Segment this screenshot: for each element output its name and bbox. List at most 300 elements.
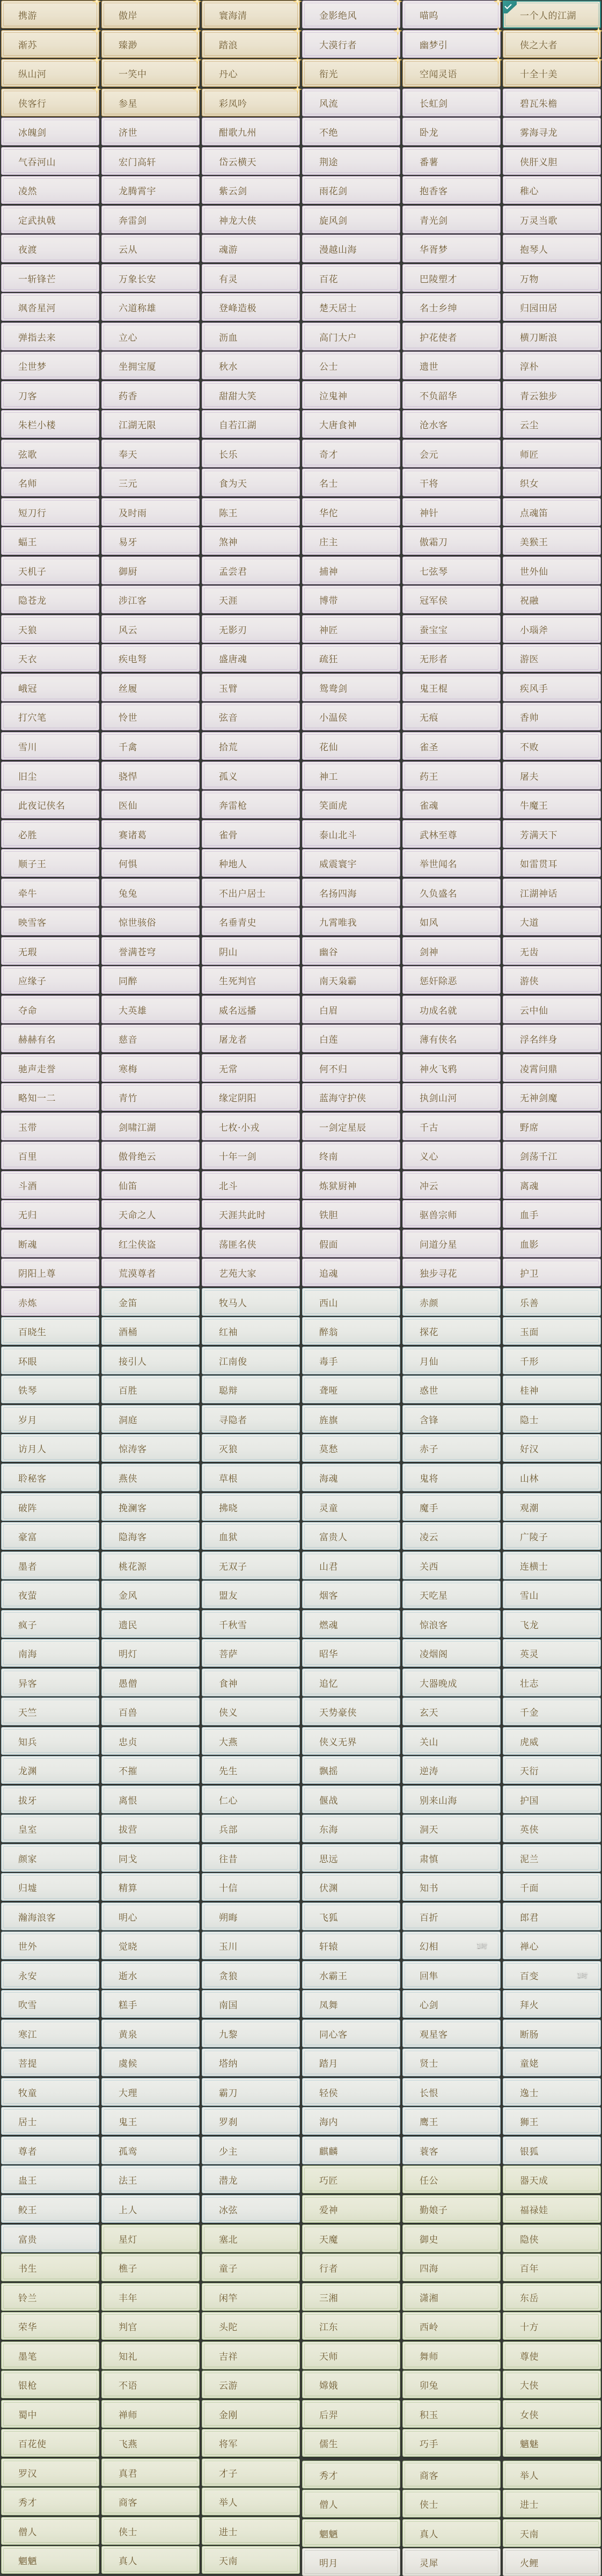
title-cell[interactable] bbox=[402, 293, 501, 321]
title-cell[interactable] bbox=[202, 674, 300, 701]
title-cell[interactable] bbox=[202, 89, 300, 116]
title-cell[interactable] bbox=[202, 2136, 300, 2164]
title-cell[interactable] bbox=[302, 820, 400, 848]
title-cell[interactable] bbox=[101, 557, 200, 584]
title-cell[interactable] bbox=[202, 2458, 300, 2486]
title-cell[interactable] bbox=[101, 2312, 200, 2340]
title-cell[interactable] bbox=[302, 2019, 400, 2047]
title-cell[interactable] bbox=[503, 1697, 601, 1725]
title-cell[interactable] bbox=[503, 2283, 601, 2311]
title-cell[interactable] bbox=[503, 469, 601, 496]
title-cell[interactable] bbox=[302, 1375, 400, 1403]
title-cell[interactable] bbox=[302, 1756, 400, 1784]
title-cell[interactable] bbox=[1, 2458, 99, 2486]
title-cell[interactable] bbox=[202, 1580, 300, 1608]
title-cell[interactable] bbox=[503, 879, 601, 906]
title-cell[interactable] bbox=[202, 235, 300, 262]
title-cell[interactable] bbox=[1, 879, 99, 906]
title-cell[interactable] bbox=[302, 1785, 400, 1813]
title-cell[interactable] bbox=[503, 1756, 601, 1784]
title-cell[interactable] bbox=[1, 2400, 99, 2428]
title-cell[interactable] bbox=[302, 1200, 400, 1228]
title-cell[interactable] bbox=[302, 235, 400, 262]
title-cell[interactable] bbox=[402, 323, 501, 350]
title-cell[interactable] bbox=[1, 118, 99, 145]
title-cell[interactable] bbox=[503, 702, 601, 730]
title-cell[interactable] bbox=[302, 1610, 400, 1638]
title-cell[interactable] bbox=[202, 2283, 300, 2311]
title-cell[interactable] bbox=[402, 1961, 501, 1989]
title-cell[interactable] bbox=[503, 820, 601, 848]
title-cell[interactable] bbox=[1, 1083, 99, 1111]
title-cell[interactable] bbox=[1, 2429, 99, 2457]
title-cell[interactable] bbox=[302, 644, 400, 672]
title-cell[interactable] bbox=[302, 1346, 400, 1374]
title-cell[interactable] bbox=[302, 1727, 400, 1755]
title-cell[interactable] bbox=[402, 352, 501, 379]
title-cell[interactable] bbox=[302, 1961, 400, 1989]
title-cell[interactable] bbox=[101, 732, 200, 760]
title-cell[interactable] bbox=[402, 2253, 501, 2281]
title-cell[interactable] bbox=[302, 2253, 400, 2281]
title-cell[interactable] bbox=[503, 2224, 601, 2252]
title-cell[interactable] bbox=[503, 2461, 601, 2489]
title-cell[interactable] bbox=[1, 702, 99, 730]
title-cell[interactable] bbox=[503, 2136, 601, 2164]
title-cell[interactable] bbox=[1, 1054, 99, 1082]
title-cell[interactable] bbox=[302, 1317, 400, 1345]
title-cell[interactable] bbox=[503, 235, 601, 262]
title-cell[interactable] bbox=[1, 2253, 99, 2281]
title-cell[interactable] bbox=[202, 118, 300, 145]
title-cell[interactable] bbox=[402, 849, 501, 877]
title-cell[interactable] bbox=[402, 206, 501, 233]
title-cell[interactable] bbox=[101, 1814, 200, 1842]
title-cell[interactable] bbox=[101, 937, 200, 965]
title-cell[interactable] bbox=[202, 323, 300, 350]
title-cell[interactable] bbox=[1, 615, 99, 643]
title-cell[interactable] bbox=[503, 1171, 601, 1199]
title-cell[interactable] bbox=[1, 527, 99, 555]
title-cell[interactable] bbox=[402, 879, 501, 906]
title-cell[interactable] bbox=[503, 674, 601, 701]
title-cell[interactable] bbox=[101, 1317, 200, 1345]
title-cell[interactable] bbox=[101, 1375, 200, 1403]
title-cell[interactable] bbox=[503, 966, 601, 994]
title-cell[interactable] bbox=[503, 1990, 601, 2018]
title-cell[interactable] bbox=[101, 820, 200, 848]
title-cell[interactable] bbox=[1, 996, 99, 1023]
title-cell[interactable] bbox=[302, 586, 400, 613]
title-cell[interactable] bbox=[503, 1580, 601, 1608]
title-cell[interactable] bbox=[302, 2107, 400, 2135]
title-cell[interactable] bbox=[101, 293, 200, 321]
title-cell[interactable] bbox=[101, 996, 200, 1023]
title-cell[interactable] bbox=[503, 2370, 601, 2398]
title-cell[interactable] bbox=[1, 59, 99, 87]
title-cell[interactable] bbox=[202, 1024, 300, 1052]
title-cell[interactable] bbox=[302, 2519, 400, 2547]
title-cell[interactable] bbox=[302, 2224, 400, 2252]
title-cell[interactable] bbox=[1, 89, 99, 116]
title-cell[interactable] bbox=[503, 2548, 601, 2576]
title-cell[interactable] bbox=[503, 1375, 601, 1403]
title-cell[interactable] bbox=[302, 1844, 400, 1872]
title-cell[interactable] bbox=[101, 1171, 200, 1199]
title-cell[interactable] bbox=[101, 702, 200, 730]
title-cell[interactable] bbox=[402, 1610, 501, 1638]
title-cell[interactable] bbox=[1, 1317, 99, 1345]
title-cell[interactable] bbox=[503, 176, 601, 204]
title-cell[interactable] bbox=[101, 908, 200, 935]
title-cell[interactable] bbox=[202, 702, 300, 730]
title-cell[interactable] bbox=[101, 2078, 200, 2106]
title-cell[interactable] bbox=[101, 352, 200, 379]
title-cell[interactable] bbox=[402, 1, 501, 28]
title-cell[interactable] bbox=[1, 352, 99, 379]
title-cell[interactable] bbox=[402, 118, 501, 145]
title-cell[interactable] bbox=[302, 674, 400, 701]
title-cell[interactable] bbox=[1, 1230, 99, 1257]
title-cell[interactable] bbox=[503, 2019, 601, 2047]
title-cell[interactable] bbox=[302, 1258, 400, 1286]
title-cell[interactable] bbox=[302, 527, 400, 555]
title-cell[interactable] bbox=[1, 1141, 99, 1169]
title-cell[interactable] bbox=[402, 381, 501, 409]
title-cell[interactable] bbox=[302, 879, 400, 906]
title-cell[interactable] bbox=[503, 59, 601, 87]
title-cell[interactable] bbox=[302, 2400, 400, 2428]
title-cell[interactable] bbox=[503, 89, 601, 116]
title-cell[interactable] bbox=[402, 2224, 501, 2252]
title-cell[interactable] bbox=[101, 1346, 200, 1374]
title-cell[interactable] bbox=[302, 937, 400, 965]
title-cell[interactable] bbox=[503, 440, 601, 467]
title-cell[interactable] bbox=[202, 1375, 300, 1403]
title-cell[interactable] bbox=[101, 2048, 200, 2076]
title-cell[interactable] bbox=[101, 440, 200, 467]
title-cell[interactable] bbox=[402, 1990, 501, 2018]
title-cell[interactable] bbox=[202, 1493, 300, 1521]
title-cell[interactable] bbox=[302, 2461, 400, 2489]
title-cell[interactable] bbox=[302, 410, 400, 438]
title-cell[interactable] bbox=[402, 30, 501, 58]
title-cell[interactable] bbox=[1, 1844, 99, 1872]
title-cell[interactable] bbox=[503, 937, 601, 965]
title-cell[interactable] bbox=[1, 557, 99, 584]
title-cell[interactable] bbox=[101, 1054, 200, 1082]
title-cell[interactable] bbox=[302, 1668, 400, 1696]
title-cell[interactable] bbox=[1, 2370, 99, 2398]
title-cell[interactable] bbox=[101, 1844, 200, 1872]
title-cell[interactable] bbox=[503, 1668, 601, 1696]
title-cell[interactable] bbox=[101, 1024, 200, 1052]
title-cell[interactable] bbox=[202, 176, 300, 204]
title-cell[interactable] bbox=[101, 2107, 200, 2135]
title-cell[interactable] bbox=[402, 469, 501, 496]
title-cell[interactable] bbox=[202, 908, 300, 935]
title-cell[interactable] bbox=[503, 2519, 601, 2547]
title-cell[interactable] bbox=[1, 2019, 99, 2047]
title-cell[interactable] bbox=[503, 2312, 601, 2340]
title-cell[interactable] bbox=[402, 2312, 501, 2340]
title-cell[interactable] bbox=[302, 2048, 400, 2076]
title-cell[interactable] bbox=[503, 2400, 601, 2428]
title-cell[interactable] bbox=[101, 2253, 200, 2281]
title-cell[interactable] bbox=[101, 879, 200, 906]
title-cell[interactable] bbox=[202, 1639, 300, 1667]
title-cell[interactable] bbox=[302, 791, 400, 818]
title-cell[interactable] bbox=[402, 1054, 501, 1082]
title-cell[interactable] bbox=[302, 908, 400, 935]
title-cell[interactable] bbox=[402, 1785, 501, 1813]
title-cell[interactable] bbox=[402, 966, 501, 994]
title-cell[interactable] bbox=[202, 615, 300, 643]
title-cell[interactable] bbox=[402, 1522, 501, 1550]
title-cell[interactable] bbox=[101, 1610, 200, 1638]
title-cell[interactable] bbox=[1, 2312, 99, 2340]
title-cell[interactable] bbox=[402, 1639, 501, 1667]
title-cell[interactable] bbox=[202, 879, 300, 906]
title-cell[interactable] bbox=[101, 118, 200, 145]
title-cell[interactable] bbox=[202, 147, 300, 175]
title-cell[interactable] bbox=[101, 1200, 200, 1228]
title-cell[interactable] bbox=[101, 264, 200, 292]
title-cell[interactable] bbox=[402, 264, 501, 292]
title-cell[interactable] bbox=[302, 2195, 400, 2223]
title-cell[interactable] bbox=[402, 557, 501, 584]
title-cell[interactable] bbox=[202, 1844, 300, 1872]
title-cell[interactable] bbox=[202, 2195, 300, 2223]
title-cell[interactable] bbox=[101, 176, 200, 204]
title-cell[interactable] bbox=[101, 1083, 200, 1111]
title-cell[interactable] bbox=[503, 1522, 601, 1550]
title-cell[interactable] bbox=[101, 1230, 200, 1257]
title-cell[interactable] bbox=[503, 2253, 601, 2281]
title-cell[interactable] bbox=[202, 1756, 300, 1784]
title-cell[interactable] bbox=[302, 1931, 400, 1959]
title-cell[interactable] bbox=[101, 615, 200, 643]
title-cell[interactable] bbox=[503, 1434, 601, 1462]
title-cell[interactable] bbox=[402, 176, 501, 204]
title-cell[interactable] bbox=[402, 937, 501, 965]
title-cell[interactable] bbox=[101, 1405, 200, 1433]
title-cell[interactable] bbox=[503, 2490, 601, 2518]
title-cell[interactable] bbox=[1, 586, 99, 613]
title-cell[interactable] bbox=[202, 762, 300, 789]
title-cell[interactable] bbox=[1, 908, 99, 935]
title-cell[interactable] bbox=[302, 1, 400, 28]
title-cell[interactable] bbox=[1, 674, 99, 701]
title-cell[interactable] bbox=[503, 1346, 601, 1374]
title-cell[interactable] bbox=[402, 89, 501, 116]
title-cell[interactable] bbox=[202, 264, 300, 292]
title-cell[interactable] bbox=[503, 1024, 601, 1052]
title-cell[interactable] bbox=[402, 1493, 501, 1521]
title-cell[interactable] bbox=[1, 1522, 99, 1550]
title-cell[interactable] bbox=[503, 557, 601, 584]
title-cell[interactable] bbox=[202, 1697, 300, 1725]
title-cell[interactable] bbox=[1, 1580, 99, 1608]
title-cell[interactable] bbox=[302, 1113, 400, 1140]
title-cell[interactable] bbox=[402, 644, 501, 672]
title-cell[interactable] bbox=[302, 1288, 400, 1316]
title-cell[interactable] bbox=[302, 89, 400, 116]
title-cell[interactable] bbox=[302, 557, 400, 584]
title-cell[interactable] bbox=[402, 147, 501, 175]
title-cell[interactable] bbox=[101, 1931, 200, 1959]
title-cell[interactable] bbox=[402, 1288, 501, 1316]
title-cell[interactable] bbox=[1, 206, 99, 233]
title-cell[interactable] bbox=[1, 440, 99, 467]
title-cell[interactable] bbox=[1, 1552, 99, 1579]
title-cell[interactable] bbox=[101, 674, 200, 701]
title-cell[interactable] bbox=[101, 2341, 200, 2369]
title-cell[interactable] bbox=[101, 89, 200, 116]
title-cell[interactable] bbox=[101, 644, 200, 672]
title-cell[interactable] bbox=[1, 1756, 99, 1784]
title-cell[interactable] bbox=[402, 1346, 501, 1374]
title-cell[interactable] bbox=[1, 1873, 99, 1901]
title-cell[interactable] bbox=[503, 1961, 601, 1989]
title-cell[interactable] bbox=[101, 1873, 200, 1901]
title-cell[interactable] bbox=[503, 908, 601, 935]
title-cell[interactable] bbox=[1, 1375, 99, 1403]
title-cell[interactable] bbox=[101, 2195, 200, 2223]
title-cell[interactable] bbox=[1, 2107, 99, 2135]
title-cell[interactable] bbox=[101, 469, 200, 496]
title-cell[interactable] bbox=[101, 1434, 200, 1462]
title-cell[interactable] bbox=[302, 30, 400, 58]
title-cell[interactable] bbox=[302, 1990, 400, 2018]
title-cell[interactable] bbox=[1, 147, 99, 175]
title-cell[interactable] bbox=[1, 1931, 99, 1959]
title-cell[interactable] bbox=[302, 762, 400, 789]
title-cell[interactable] bbox=[1, 1639, 99, 1667]
title-cell[interactable] bbox=[1, 2195, 99, 2223]
title-cell[interactable] bbox=[402, 674, 501, 701]
title-cell[interactable] bbox=[503, 1230, 601, 1257]
title-cell[interactable] bbox=[503, 1493, 601, 1521]
title-cell[interactable] bbox=[101, 527, 200, 555]
title-cell[interactable] bbox=[503, 2078, 601, 2106]
title-cell[interactable] bbox=[1, 1785, 99, 1813]
title-cell[interactable] bbox=[503, 615, 601, 643]
title-cell[interactable] bbox=[302, 1405, 400, 1433]
title-cell[interactable] bbox=[101, 1902, 200, 1930]
title-cell[interactable] bbox=[1, 2136, 99, 2164]
title-cell[interactable] bbox=[202, 1, 300, 28]
title-cell[interactable] bbox=[402, 1434, 501, 1462]
title-cell[interactable] bbox=[202, 293, 300, 321]
title-cell[interactable] bbox=[302, 2165, 400, 2193]
title-cell[interactable] bbox=[302, 352, 400, 379]
title-cell[interactable] bbox=[202, 1902, 300, 1930]
title-cell[interactable] bbox=[101, 762, 200, 789]
title-cell[interactable] bbox=[1, 1990, 99, 2018]
title-cell[interactable] bbox=[302, 1552, 400, 1579]
title-cell[interactable] bbox=[302, 702, 400, 730]
title-cell[interactable] bbox=[202, 1785, 300, 1813]
title-cell[interactable] bbox=[402, 2400, 501, 2428]
title-cell[interactable] bbox=[402, 732, 501, 760]
title-cell[interactable] bbox=[101, 1493, 200, 1521]
title-cell[interactable] bbox=[101, 2165, 200, 2193]
title-cell[interactable] bbox=[202, 1434, 300, 1462]
title-cell[interactable] bbox=[1, 469, 99, 496]
title-cell[interactable] bbox=[402, 2048, 501, 2076]
title-cell[interactable] bbox=[503, 762, 601, 789]
title-cell[interactable] bbox=[101, 2283, 200, 2311]
title-cell[interactable] bbox=[101, 966, 200, 994]
title-cell[interactable] bbox=[1, 1961, 99, 1989]
title-cell[interactable] bbox=[202, 1054, 300, 1082]
title-cell[interactable] bbox=[503, 1610, 601, 1638]
title-cell[interactable] bbox=[503, 1141, 601, 1169]
title-cell[interactable] bbox=[402, 1083, 501, 1111]
title-cell[interactable] bbox=[101, 2136, 200, 2164]
title-cell[interactable] bbox=[1, 293, 99, 321]
title-cell[interactable] bbox=[302, 2136, 400, 2164]
title-cell[interactable] bbox=[1, 2283, 99, 2311]
title-cell[interactable] bbox=[302, 849, 400, 877]
title-cell[interactable] bbox=[503, 1727, 601, 1755]
title-cell[interactable] bbox=[1, 1258, 99, 1286]
title-cell[interactable] bbox=[402, 996, 501, 1023]
title-cell[interactable] bbox=[202, 2078, 300, 2106]
title-cell[interactable] bbox=[202, 440, 300, 467]
title-cell[interactable] bbox=[503, 2165, 601, 2193]
title-cell[interactable] bbox=[202, 557, 300, 584]
title-cell[interactable] bbox=[503, 1902, 601, 1930]
title-cell[interactable] bbox=[503, 1258, 601, 1286]
title-cell[interactable] bbox=[202, 1317, 300, 1345]
title-cell[interactable] bbox=[1, 2517, 99, 2545]
title-cell[interactable] bbox=[302, 323, 400, 350]
title-cell[interactable] bbox=[101, 206, 200, 233]
title-cell[interactable] bbox=[1, 1493, 99, 1521]
title-cell[interactable] bbox=[402, 2548, 501, 2576]
title-cell[interactable] bbox=[402, 2078, 501, 2106]
title-cell[interactable] bbox=[202, 1288, 300, 1316]
title-cell[interactable] bbox=[1, 323, 99, 350]
title-cell[interactable] bbox=[503, 1639, 601, 1667]
title-cell[interactable] bbox=[202, 996, 300, 1023]
title-cell[interactable] bbox=[202, 2546, 300, 2574]
title-cell[interactable] bbox=[101, 1756, 200, 1784]
title-cell[interactable] bbox=[503, 791, 601, 818]
title-cell[interactable] bbox=[1, 264, 99, 292]
title-cell[interactable] bbox=[503, 2195, 601, 2223]
title-cell[interactable] bbox=[101, 2019, 200, 2047]
title-cell[interactable] bbox=[402, 1668, 501, 1696]
title-cell[interactable] bbox=[1, 2224, 99, 2252]
title-cell[interactable] bbox=[101, 2429, 200, 2457]
title-cell[interactable] bbox=[1, 498, 99, 526]
title-cell[interactable] bbox=[402, 235, 501, 262]
title-cell[interactable] bbox=[1, 1610, 99, 1638]
title-cell[interactable] bbox=[503, 410, 601, 438]
title-cell[interactable] bbox=[302, 498, 400, 526]
title-cell[interactable] bbox=[1, 1668, 99, 1696]
title-cell[interactable] bbox=[302, 147, 400, 175]
title-cell[interactable] bbox=[402, 1405, 501, 1433]
title-cell[interactable] bbox=[101, 381, 200, 409]
title-cell[interactable] bbox=[302, 2429, 400, 2457]
title-cell[interactable] bbox=[302, 2341, 400, 2369]
title-cell[interactable] bbox=[101, 2487, 200, 2515]
title-cell[interactable] bbox=[202, 2400, 300, 2428]
